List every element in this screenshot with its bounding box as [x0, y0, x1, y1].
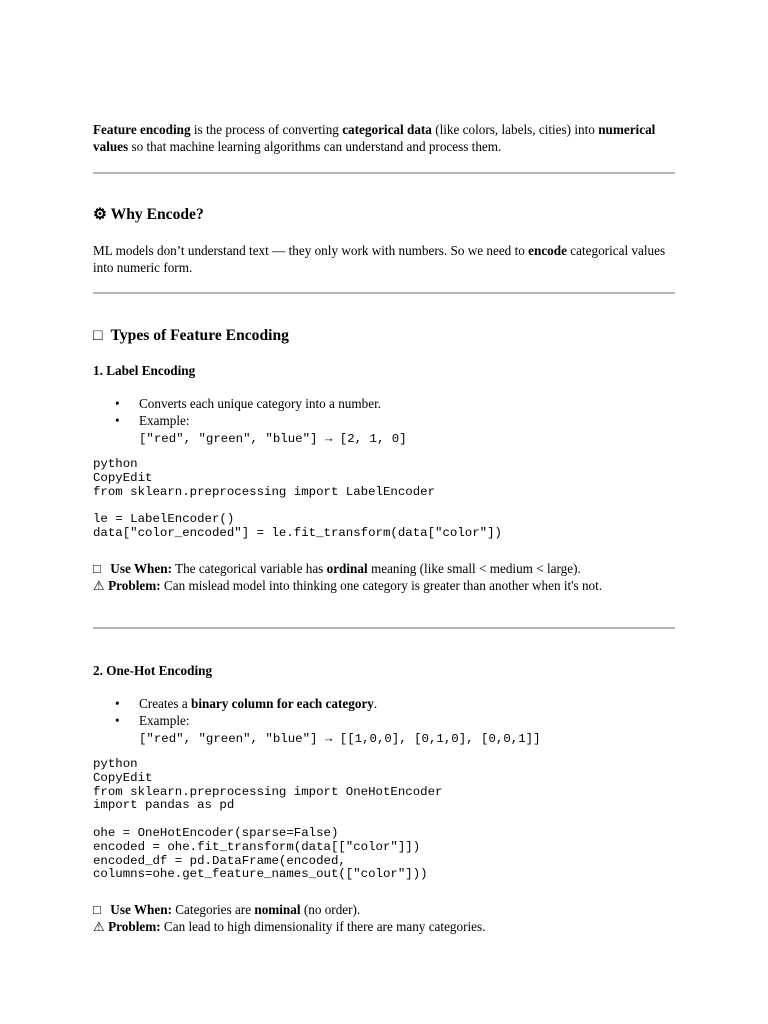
label-use-when [93, 560, 683, 577]
label-example-code: ["red", "green", "blue"] → [2, 1, 0] [139, 432, 407, 446]
why-encode-heading [93, 205, 683, 225]
why-encode-paragraph [93, 242, 683, 276]
label-encoding-heading: 1. Label Encoding [93, 363, 196, 378]
label-problem-label: Problem: [108, 578, 161, 593]
intro-bold-numerical-values: numerical values [93, 122, 656, 154]
label-example-label: Example: [139, 413, 190, 428]
onehot-use-when-label: Use When: [110, 902, 172, 917]
onehot-use-when [93, 901, 683, 918]
label-encoding-code-block: python CopyEdit from sklearn.preprocessing import LabelEncoder le = LabelEncoder() data["color_encoded"] = le.fit_transform(data["color"]) [93, 457, 502, 540]
onehot-example-code: ["red", "green", "blue"] → [[1,0,0], [0,1,0], [0,0,1]] [139, 732, 541, 746]
onehot-use-bold-nominal: nominal [254, 902, 301, 917]
intro-bold-feature-encoding: Feature encoding [93, 122, 191, 137]
list-item [93, 695, 683, 712]
intro-bold-categorical-data: categorical data [342, 122, 432, 137]
onehot-problem [93, 918, 683, 935]
onehot-problem-label: Problem: [108, 919, 161, 934]
onehot-encoding-code-block: python CopyEdit from sklearn.preprocessing import OneHotEncoder import pandas as pd ohe = OneHotEncoder(sparse=False) encoded = ohe.fit_transform(data[["color"]]) encoded_df = pd.DataFrame(encoded, columns=ohe.get_feature_names_out(["color"])) [93, 757, 443, 882]
label-encoding-list [93, 395, 683, 446]
label-use-bold-ordinal: ordinal [326, 561, 368, 576]
onehot-encoding-heading: 2. One-Hot Encoding [93, 663, 213, 678]
intro-text-2: (like colors, labels, cities) into [431, 122, 599, 137]
onehot-encoding-list [93, 695, 683, 746]
list-item [93, 412, 683, 446]
why-text-2: categorical values into numeric form. [93, 243, 666, 275]
label-use-text-1: The categorical variable has [171, 561, 327, 576]
divider [93, 172, 675, 174]
intro-text-3: so that machine learning algorithms can understand and process them. [128, 139, 502, 154]
missing-glyph-icon: □ [93, 561, 101, 576]
divider [93, 627, 675, 629]
why-encode-title: Why Encode? [110, 206, 204, 223]
intro-paragraph [93, 121, 683, 155]
label-bullet-1-text: Converts each unique category into a number. [139, 396, 382, 411]
label-problem-text: Can mislead model into thinking one category is greater than another when it's not. [160, 578, 603, 593]
why-bold-encode: encode [528, 243, 567, 258]
intro-text-1: is the process of converting [190, 122, 343, 137]
types-heading [93, 326, 683, 346]
list-item [93, 712, 683, 746]
warning-icon: ⚠ [93, 578, 105, 593]
label-problem [93, 577, 683, 594]
missing-glyph-icon: □ [93, 902, 101, 917]
gear-icon: ⚙ [93, 206, 107, 223]
label-use-when-label: Use When: [110, 561, 172, 576]
warning-icon: ⚠ [93, 919, 105, 934]
onehot-bullet-1-bold: binary column for each category [191, 696, 374, 711]
onehot-bullet-1-text-1: Creates a [139, 696, 191, 711]
onehot-use-text-2: (no order). [300, 902, 361, 917]
list-item [93, 395, 683, 412]
why-text-1: ML models don’t understand text — they only work with numbers. So we need to [93, 243, 529, 258]
onehot-problem-text: Can lead to high dimensionality if there are many categories. [160, 919, 486, 934]
label-use-text-2: meaning (like small < medium < large). [367, 561, 581, 576]
missing-glyph-icon: □ [93, 327, 103, 344]
onehot-example-label: Example: [139, 713, 190, 728]
onehot-bullet-1-text-2: . [373, 696, 378, 711]
divider [93, 292, 675, 294]
onehot-use-text-1: Categories are [171, 902, 255, 917]
types-title: Types of Feature Encoding [110, 327, 289, 344]
